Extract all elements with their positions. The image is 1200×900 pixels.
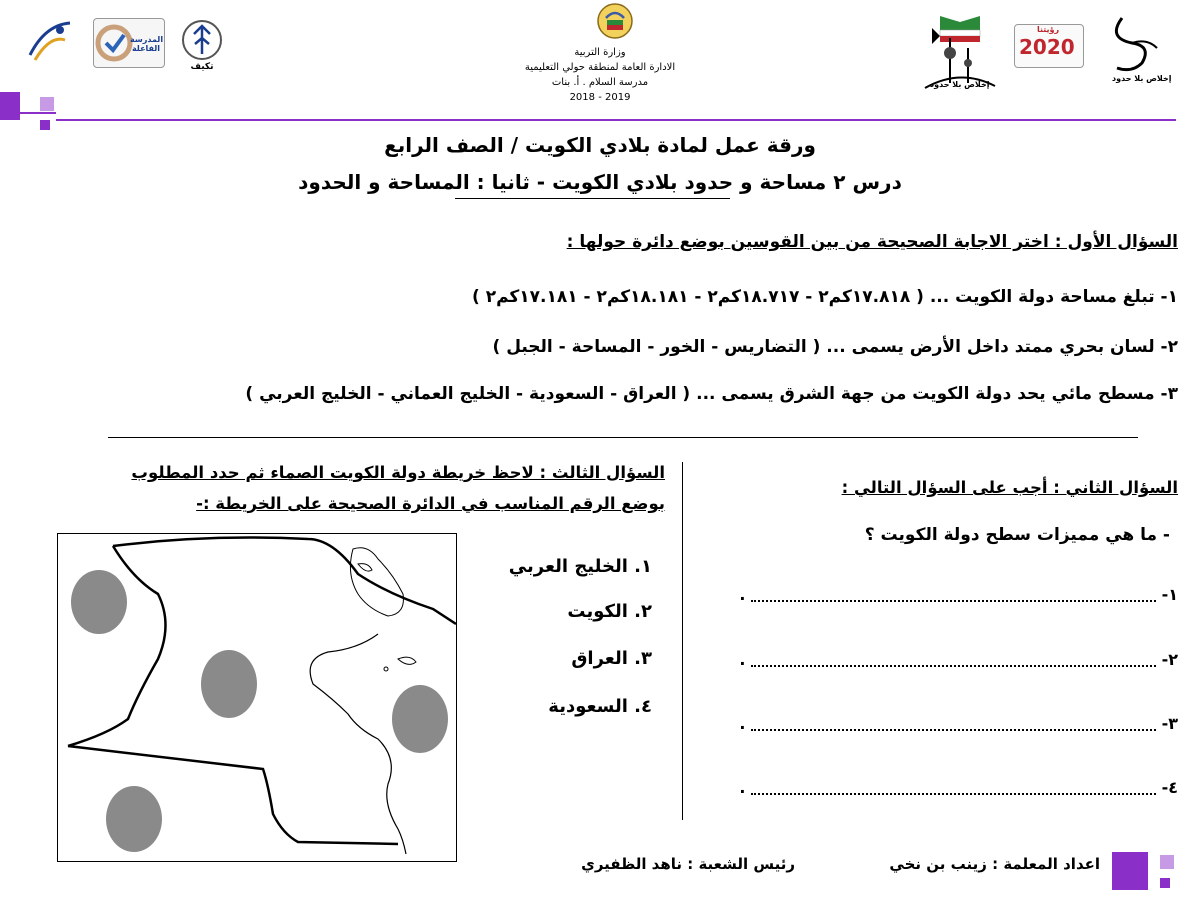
header-square-3: [40, 120, 50, 130]
q1-item-3: ٣- مسطح مائي يحد دولة الكويت من جهة الشرق يسمى ... ( العراق - السعودية - الخليج العماني - الخليج العربي ): [245, 384, 1178, 404]
header-square-2: [40, 97, 54, 111]
q2-answer-number-4: ٤-: [1161, 778, 1178, 797]
q1-heading: السؤال الأول : اختر الاجابة الصحيحة من بين القوسين بوضع دائرة حولها :: [566, 232, 1178, 252]
footer-square-small-2: [1160, 878, 1170, 888]
kuwait-emblem: [596, 2, 634, 42]
footer-square-small-1: [1160, 855, 1174, 869]
logo-vision-sub: رؤيتنا: [1037, 25, 1060, 34]
q3-option-4: ٤. السعودية: [548, 696, 652, 717]
q2-answer-number-3: ٣-: [1161, 714, 1178, 733]
kuwait-blank-map: [57, 533, 457, 862]
footer-teacher: اعداد المعلمة : زينب بن نخي: [889, 855, 1100, 873]
map-border-west: [68, 546, 166, 746]
logo-effective-school: [93, 18, 165, 68]
q2-answer-dots-4: [751, 783, 1156, 795]
q2-heading: السؤال الثاني : أجب على السؤال التالي :: [841, 478, 1178, 497]
map-island-failaka: [398, 657, 416, 664]
header-year: 2018 - 2019: [569, 92, 631, 103]
header-ministry: وزارة التربية: [574, 47, 626, 58]
logo-swoosh: [25, 15, 75, 65]
q3-option-3: ٣. العراق: [571, 648, 652, 669]
logo-kuwait-towers-text: إخلاص بلا حدود: [930, 80, 990, 89]
header-right-line: [56, 119, 1176, 121]
q2-answer-end-4: .: [739, 778, 746, 797]
logo-takayuf: [180, 18, 224, 78]
q3-heading-line1: السؤال الثالث : لاحظ خريطة دولة الكويت الصماء ثم حدد المطلوب: [131, 463, 665, 482]
q2-answer-end-1: .: [739, 585, 746, 604]
q2-question: - ما هي مميزات سطح دولة الكويت ؟: [864, 525, 1170, 545]
map-island-warbah: [358, 564, 372, 572]
map-islet: [384, 667, 388, 671]
q2-answer-end-3: .: [739, 714, 746, 733]
map-answer-circle-east: [392, 685, 448, 753]
header-square-1: [0, 92, 20, 120]
map-island-bubiyan: [350, 548, 403, 616]
footer-department-head: رئيس الشعبة : ناهد الظفيري: [581, 855, 795, 873]
q2-answer-dots-2: [751, 655, 1156, 667]
header-school: مدرسة السلام . أ. بنات: [551, 77, 649, 88]
lesson-title-underline: [455, 198, 730, 199]
header-directorate: الادارة العامة لمنطقة حولي التعليمية: [524, 62, 676, 73]
header-text-block: [450, 45, 750, 105]
logo-takayuf-text: تكيف: [190, 62, 214, 72]
logo-ikhlas-text: إخلاص بلا حدود: [1112, 74, 1172, 83]
q2-answer-line-2[interactable]: [735, 650, 1178, 669]
worksheet-title: ورقة عمل لمادة بلادي الكويت / الصف الرابع: [384, 133, 816, 157]
q3-option-1: ١. الخليج العربي: [508, 556, 652, 577]
section-divider: [108, 437, 1138, 438]
map-answer-circle-north: [71, 570, 127, 634]
q2-answer-dots-3: [751, 719, 1156, 731]
q2-answer-line-4[interactable]: [735, 778, 1178, 797]
lesson-title: درس ٢ مساحة و حدود بلادي الكويت - ثانيا : المساحة و الحدود: [298, 170, 902, 194]
q1-item-1: ١- تبلغ مساحة دولة الكويت ... ( ١٧.٨١٨كم٢ - ١٨.٧١٧كم٢ - ١٨.١٨١كم٢ - ١٧.١٨١كم٢ ): [471, 287, 1178, 307]
q2-answer-number-1: ١-: [1161, 585, 1178, 604]
logo-vision-2020: [1014, 24, 1084, 68]
q3-option-2: ٢. الكويت: [567, 601, 652, 622]
map-coastline: [310, 634, 406, 854]
q2-answer-number-2: ٢-: [1161, 650, 1178, 669]
map-answer-circle-center: [201, 650, 257, 718]
column-divider: [682, 462, 683, 820]
logo-kuwait-towers: [920, 8, 1000, 96]
q2-answer-end-2: .: [739, 650, 746, 669]
logo-ikhlas: [1102, 8, 1172, 88]
q1-item-2: ٢- لسان بحري ممتد داخل الأرض يسمى ... ( التضاريس - الخور - المساحة - الجبل ): [492, 337, 1178, 357]
map-answer-circle-south: [106, 786, 162, 852]
q2-answer-line-3[interactable]: [735, 714, 1178, 733]
footer-square-big: [1112, 852, 1148, 890]
logo-vision-year: 2020: [1019, 35, 1075, 59]
q2-answer-line-1[interactable]: [735, 585, 1178, 604]
q3-heading-line2: بوضع الرقم المناسب في الدائرة الصحيحة على الخريطة :-: [196, 494, 665, 513]
q2-answer-dots-1: [751, 590, 1156, 602]
logo-effective-school-text: المدرسة الفاعلة: [130, 35, 164, 53]
